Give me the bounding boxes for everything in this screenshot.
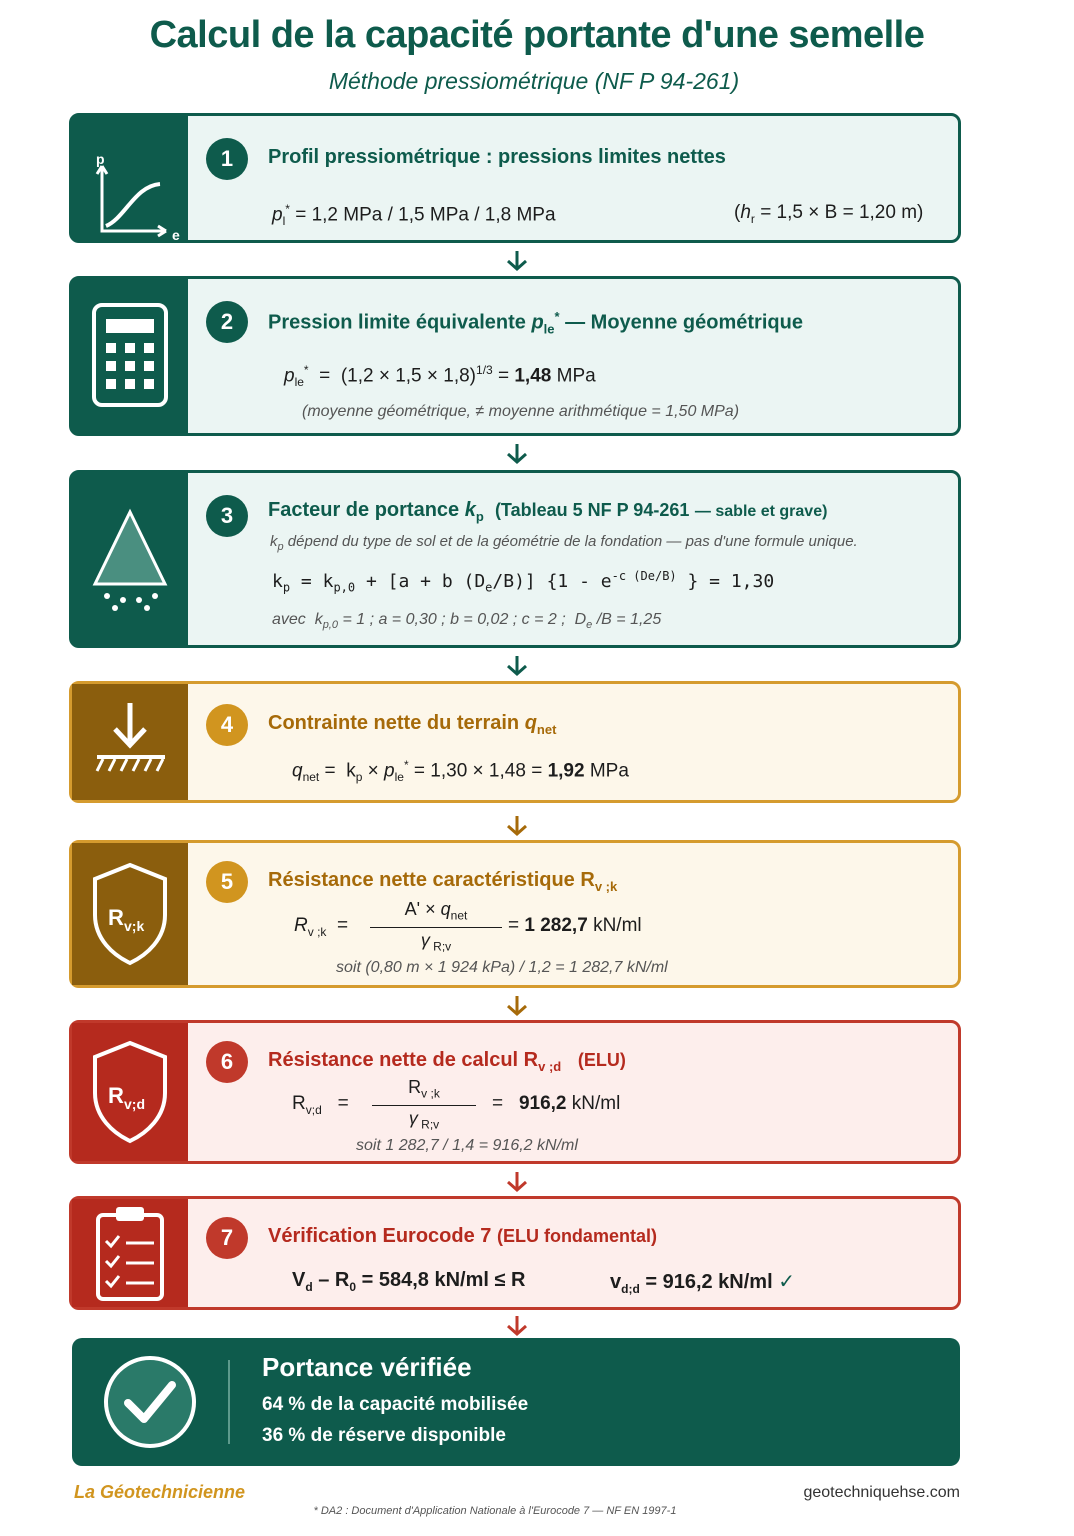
step-5-note: soit (0,80 m × 1 924 kPa) / 1,2 = 1 282,7 kN/ml — [336, 959, 668, 976]
page-title: Calcul de la capacité portante d'une semelle — [149, 14, 925, 56]
arrow-down-icon — [505, 444, 529, 464]
footnote: * DA2 : Document d'Application Nationale à l'Eurocode 7 — NF EN 1997-1 — [313, 1505, 677, 1517]
step-7-card — [69, 1196, 961, 1310]
step-3-card — [69, 470, 961, 648]
step-6-heading: Résistance nette de calcul $R_{v ;d}$ (ELU) — [268, 1049, 626, 1074]
step-6-note: soit 1 282,7 / 1,4 = 916,2 kN/ml — [356, 1137, 578, 1154]
arrow-down-icon — [505, 816, 529, 836]
clipboard-checklist-icon — [90, 1203, 170, 1303]
arrow-down-icon — [505, 656, 529, 676]
kp-formula: $k_p = k_{p,0} + [a + b$ $(D_e/B)$] {$1 - e^{-c (De/B)}$ } = 1,30 — [272, 569, 775, 595]
step-6-card — [69, 1020, 961, 1164]
step-1-icon-panel — [72, 116, 188, 243]
checkmark-icon: ✓ — [778, 1271, 795, 1293]
result-title: Portance vérifiée — [262, 1352, 472, 1382]
page-subtitle: Méthode pressiométrique (NF P 94-261) — [328, 68, 740, 94]
website-link[interactable]: geotechniquehse.com — [803, 1484, 960, 1501]
arrow-down-icon — [505, 996, 529, 1016]
svg-text:v;d: v;d — [124, 1096, 145, 1112]
divider — [228, 1360, 230, 1444]
axis-e-label: e — [172, 227, 180, 243]
step-5-number: 5 — [206, 861, 248, 903]
hr-note: ($h_r = 1,5 \times B = 1,20$ m) — [734, 202, 924, 226]
step-5-icon-panel — [72, 843, 188, 985]
arrow-down-icon — [505, 1316, 529, 1336]
ec7-check-left: $V_d - R_0 = 584,8$ kN/ml ≤ R — [292, 1269, 526, 1294]
svg-text:R: R — [108, 1083, 124, 1108]
step-7-icon-panel — [72, 1199, 188, 1307]
ec7-check-right: $v_{d;d} = 916,2$ kN/ml ✓ — [610, 1271, 795, 1296]
step-5-heading: Résistance nette caractéristique $R_{v ;k}$ — [268, 869, 618, 894]
step-3-heading: Facteur de portance $k_p$ (Tableau 5 NF P 94-261 — sable et grave) — [268, 499, 828, 524]
rvd-result: = 916,2 kN/ml — [492, 1093, 621, 1114]
qnet-formula: $q_{net} = k_p \times p_{le}^* = 1,30 \times 1,48 = 1,92$ MPa — [292, 758, 629, 785]
rvd-fraction: $\frac{R_{v ;k}}{\gamma _{R;v}}$ — [372, 1077, 476, 1131]
step-1-number: 1 — [206, 138, 248, 180]
pressure-curve-icon — [80, 128, 180, 243]
step-3-icon-panel — [72, 473, 188, 645]
step-7-heading: Vérification Eurocode 7 (ELU fondamental) — [268, 1225, 657, 1247]
step-7-number: 7 — [206, 1217, 248, 1259]
step-2-card — [69, 276, 961, 436]
step-6-icon-panel — [72, 1023, 188, 1161]
arrow-down-icon — [505, 1172, 529, 1192]
shield-icon — [85, 1037, 175, 1147]
rvd-label: $R_{v;d}$ = — [292, 1093, 349, 1117]
result-box — [72, 1338, 960, 1466]
step-2-note: (moyenne géométrique, ≠ moyenne arithmétique = 1,50 MPa) — [302, 403, 740, 420]
ple-formula: $p_{le}^* = (1,2 \times 1,5 \times 1,8)^{1/3} = 1,48$ MPa — [284, 363, 596, 390]
pl-values: $p_l^* = 1,2$ MPa / 1,5 MPa / 1,8 MPa — [272, 202, 556, 229]
downward-load-icon — [85, 697, 175, 787]
step-1-heading: Profil pressiométrique : pressions limites nettes — [268, 146, 726, 168]
foundation-load-icon — [85, 504, 175, 614]
step-2-number: 2 — [206, 301, 248, 343]
check-circle-icon — [104, 1356, 196, 1448]
rvk-label: $R_{v ;k}$ = — [294, 915, 349, 939]
step-4-icon-panel — [72, 684, 188, 800]
calculator-icon — [90, 301, 170, 411]
svg-text:v;k: v;k — [124, 918, 145, 934]
step-6-number: 6 — [206, 1041, 248, 1083]
kp-parameters: avec $k_{p,0} = 1$ ; a = 0,30 ; b = 0,02 ; c = 2 ; $D_e$ /B = 1,25 — [272, 611, 662, 632]
result-line-reserve: 36 % de réserve disponible — [262, 1425, 506, 1446]
step-5-card — [69, 840, 961, 988]
rvk-result: = 1 282,7 kN/ml — [508, 915, 642, 936]
step-1-card — [69, 113, 961, 243]
step-4-card — [69, 681, 961, 803]
step-4-heading: Contrainte nette du terrain $q_{net}$ — [268, 712, 557, 737]
arrow-down-icon — [505, 251, 529, 271]
svg-text:R: R — [108, 905, 124, 930]
shield-icon — [85, 859, 175, 969]
step-3-note: $k_p$ dépend du type de sol et de la géométrie de la fondation — pas d'une formule unique. — [270, 533, 858, 553]
step-3-number: 3 — [206, 495, 248, 537]
step-2-icon-panel — [72, 279, 188, 433]
rvk-fraction: $A' \times q_{net}$ γ $_{R;v}$ — [370, 899, 502, 953]
step-4-number: 4 — [206, 704, 248, 746]
result-line-mobilised: 64 % de la capacité mobilisée — [262, 1394, 529, 1415]
axis-p-label: p — [96, 151, 105, 167]
step-2-heading: Pression limite équivalente $p_{le}^*$ — Moyenne géométrique — [268, 309, 803, 337]
brand-name: La Géotechnicienne — [74, 1482, 246, 1502]
